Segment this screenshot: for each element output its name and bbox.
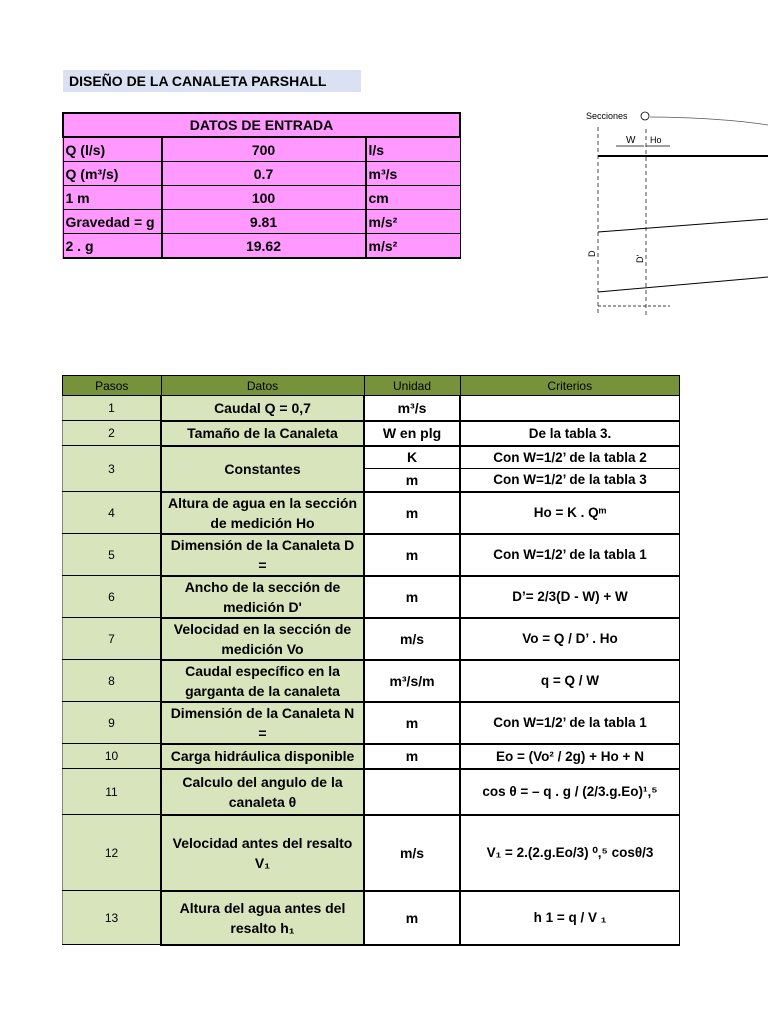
step-number: 10 <box>63 744 162 769</box>
input-value: 700 <box>162 137 366 162</box>
input-label: Q (l/s) <box>63 137 162 162</box>
step-criteria: q = Q / W <box>460 660 680 702</box>
design-steps-table <box>62 375 680 946</box>
step-criteria: V₁ = 2.(2.g.Eo/3) ⁰‚⁵ cosθ/3 <box>460 815 680 891</box>
section-marker-icon <box>641 112 649 120</box>
table-row <box>63 769 680 815</box>
step-criteria: h 1 = q / V ₁ <box>460 891 680 945</box>
step-number: 4 <box>63 492 162 534</box>
column-header-pasos: Pasos <box>63 376 162 396</box>
step-unit: m <box>364 744 460 769</box>
step-data: Carga hidráulica disponible <box>161 744 364 769</box>
input-unit: m/s² <box>366 234 461 259</box>
table-row <box>63 421 680 446</box>
step-criteria <box>460 396 680 421</box>
step-criteria: Vo = Q / D’ . Ho <box>460 618 680 660</box>
column-header-datos: Datos <box>161 376 364 396</box>
table-row <box>63 446 680 469</box>
step-unit: m <box>364 492 460 534</box>
step-unit: K <box>364 446 460 469</box>
step-criteria: Con W=1/2’ de la tabla 2 <box>460 446 680 469</box>
step-data: Ancho de la sección de medición D' <box>161 576 364 618</box>
step-criteria: cos θ = – q . g / (2/3.g.Eo)¹‚⁵ <box>460 769 680 815</box>
input-value: 0.7 <box>162 162 366 186</box>
input-value: 19.62 <box>162 234 366 259</box>
input-label: Gravedad = g <box>63 210 162 234</box>
step-criteria: Con W=1/2’ de la tabla 1 <box>460 702 680 744</box>
step-unit: m <box>364 534 460 576</box>
step-data: Velocidad en la sección de medición Vo <box>161 618 364 660</box>
table-row <box>63 396 680 421</box>
input-value: 9.81 <box>162 210 366 234</box>
step-data: Velocidad antes del resalto V₁ <box>161 815 364 891</box>
step-unit <box>364 769 460 815</box>
step-unit: m <box>364 469 460 492</box>
step-data: Dimensión de la Canaleta D = <box>161 534 364 576</box>
page-title: DISEÑO DE LA CANALETA PARSHALL <box>63 70 361 92</box>
input-data-table <box>62 112 461 259</box>
step-data: Caudal Q = 0,7 <box>161 396 364 421</box>
diagram-label-ho: Ho <box>650 135 662 145</box>
step-data: Tamaño de la Canaleta <box>161 421 364 446</box>
step-data: Caudal específico en la garganta de la canaleta <box>161 660 364 702</box>
step-unit: m <box>364 702 460 744</box>
diagram-upper-wall <box>598 219 768 232</box>
step-criteria: Con W=1/2’ de la tabla 1 <box>460 534 680 576</box>
input-label: 2 . g <box>63 234 162 259</box>
diagram-curve <box>650 117 768 125</box>
diagram-caption: Secciones <box>586 111 628 121</box>
input-unit: m³/s <box>366 162 461 186</box>
step-unit: m/s <box>364 618 460 660</box>
step-unit: m <box>364 576 460 618</box>
step-data: Altura de agua en la sección de medición Ho <box>161 492 364 534</box>
diagram-label-d: D <box>587 250 597 257</box>
step-unit: W en plg <box>364 421 460 446</box>
step-number: 12 <box>63 815 162 891</box>
table-row <box>63 891 680 945</box>
step-data: Dimensión de la Canaleta N = <box>161 702 364 744</box>
input-value: 100 <box>162 186 366 210</box>
step-criteria: Con W=1/2’ de la tabla 3 <box>460 469 680 492</box>
parshall-sections-diagram <box>580 105 768 320</box>
diagram-label-w: W <box>626 135 636 146</box>
step-unit: m³/s/m <box>364 660 460 702</box>
step-number: 3 <box>63 446 162 492</box>
input-unit: l/s <box>366 137 461 162</box>
step-criteria: Eo = (Vo² / 2g) + Ho + N <box>460 744 680 769</box>
step-number: 5 <box>63 534 162 576</box>
table-row <box>63 744 680 769</box>
input-label: 1 m <box>63 186 162 210</box>
table-row <box>63 702 680 744</box>
step-number: 13 <box>63 891 162 945</box>
step-criteria: De la tabla 3. <box>460 421 680 446</box>
step-number: 11 <box>63 769 162 815</box>
diagram-label-dprime: D' <box>635 254 645 263</box>
step-unit: m <box>364 891 460 945</box>
table-row <box>63 492 680 534</box>
input-label: Q (m³/s) <box>63 162 162 186</box>
step-data: Calculo del angulo de la canaleta θ <box>161 769 364 815</box>
input-unit: cm <box>366 186 461 210</box>
step-number: 2 <box>63 421 162 446</box>
table-row <box>63 660 680 702</box>
step-criteria: Ho = K . Qᵐ <box>460 492 680 534</box>
step-number: 6 <box>63 576 162 618</box>
diagram-lower-wall <box>598 277 768 292</box>
table-row <box>63 534 680 576</box>
column-header-unidad: Unidad <box>364 376 460 396</box>
input-unit: m/s² <box>366 210 461 234</box>
step-number: 8 <box>63 660 162 702</box>
step-data: Constantes <box>161 446 364 492</box>
table-row <box>63 576 680 618</box>
step-unit: m³/s <box>364 396 460 421</box>
step-number: 1 <box>63 396 162 421</box>
step-number: 9 <box>63 702 162 744</box>
step-criteria: D’= 2/3(D - W) + W <box>460 576 680 618</box>
table-row <box>63 618 680 660</box>
input-table-header: DATOS DE ENTRADA <box>63 113 460 137</box>
step-number: 7 <box>63 618 162 660</box>
step-unit: m/s <box>364 815 460 891</box>
column-header-criterios: Criterios <box>460 376 680 396</box>
table-row <box>63 815 680 891</box>
step-data: Altura del agua antes del resalto h₁ <box>161 891 364 945</box>
